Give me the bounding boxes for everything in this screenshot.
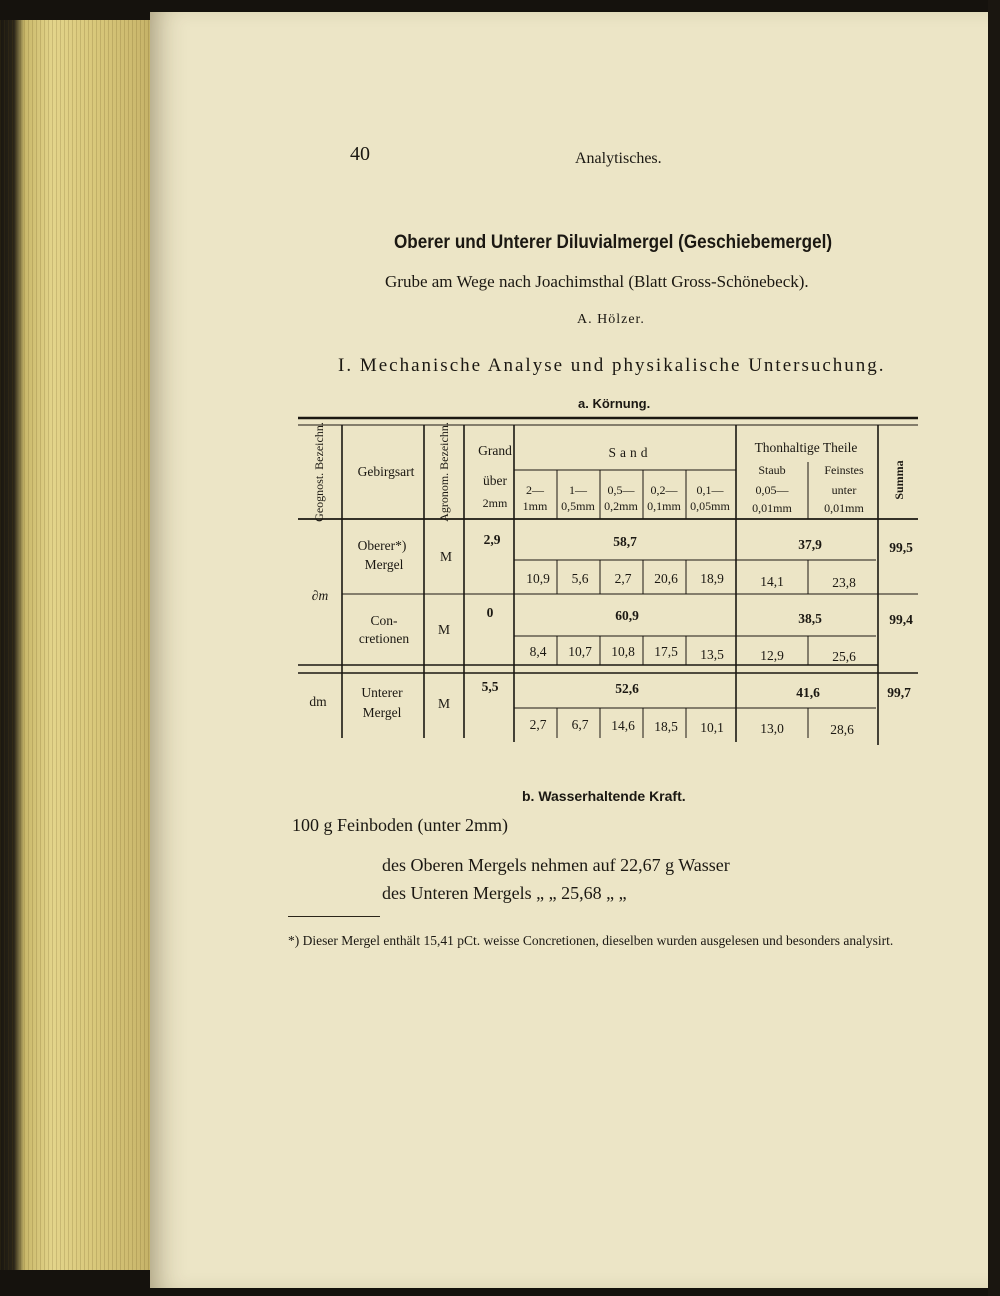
author: A. Hölzer. (577, 312, 645, 327)
row1-sand-4: 20,6 (654, 571, 678, 586)
header-sand-col-5a: 0,1— (696, 483, 724, 497)
row3-sand-3: 14,6 (611, 718, 635, 733)
row3-sand-total: 52,6 (615, 681, 639, 696)
row2-sand-total: 60,9 (615, 608, 639, 623)
row2-sand-3: 10,8 (611, 644, 635, 659)
header-sand-col-5b: 0,05mm (690, 499, 730, 513)
row2-feinstes: 25,6 (832, 649, 856, 664)
water-line-3: des Unteren Mergels „ „ 25,68 „ „ (382, 883, 627, 903)
row3-agronom: M (437, 696, 451, 711)
row1-sand-2: 5,6 (571, 571, 589, 586)
header-grand-3: 2mm (482, 496, 508, 510)
header-geognost: Geognost. Bezeichn. (312, 422, 326, 522)
row3-grand: 5,5 (481, 679, 499, 694)
subsection-a-heading: a. Körnung. (578, 396, 651, 411)
row3-sand-5: 10,1 (700, 720, 724, 735)
row3-gebirgsart-1: Unterer (361, 685, 403, 700)
header-grand-1: Grand (478, 443, 512, 458)
section-title: I. Mechanische Analyse und physikalische Untersuchung. (338, 355, 886, 376)
row2-sand-1: 8,4 (529, 644, 547, 659)
water-line-1: 100 g Feinboden (unter 2mm) (292, 815, 508, 835)
row1-sand-3: 2,7 (614, 571, 632, 586)
row3-summa: 99,7 (887, 685, 911, 700)
row3-sand-2: 6,7 (571, 717, 589, 732)
row3-feinstes: 28,6 (830, 722, 854, 737)
header-staub-3: 0,01mm (752, 501, 792, 515)
row3-gebirgsart-2: Mergel (362, 705, 402, 720)
row2-sand-2: 10,7 (568, 644, 592, 659)
header-thon: Thonhaltige Theile (754, 440, 858, 455)
running-head: Analytisches. (575, 150, 662, 167)
page-subtitle: Grube am Wege nach Joachimsthal (Blatt Gross-Schönebeck). (385, 272, 809, 291)
row2-staub: 12,9 (760, 648, 784, 663)
row1-staub: 14,1 (760, 574, 784, 589)
row1-sand-1: 10,9 (526, 571, 550, 586)
row1-gebirgsart-1: Oberer*) (357, 538, 407, 553)
page-title: Oberer und Unterer Diluvialmergel (Geschiebemergel) (394, 232, 833, 253)
row2-agronom: M (437, 622, 451, 637)
row3-sand-4: 18,5 (654, 719, 678, 734)
header-sand: Sand (608, 445, 652, 460)
row1-feinstes: 23,8 (832, 575, 856, 590)
header-staub-1: Staub (758, 463, 786, 477)
row1-sand-total: 58,7 (613, 534, 637, 549)
header-sand-col-1b: 1mm (522, 499, 548, 513)
header-feinstes-2: unter (831, 483, 857, 497)
row1-thon-total: 37,9 (798, 537, 822, 552)
footnote-rule (288, 916, 380, 917)
row1-geognost: ∂m (311, 588, 329, 603)
subsection-b-heading: b. Wasserhaltende Kraft. (522, 788, 686, 804)
header-sand-col-3a: 0,5— (607, 483, 635, 497)
header-summa: Summa (892, 460, 906, 500)
header-feinstes-1: Feinstes (824, 463, 864, 477)
row2-thon-total: 38,5 (798, 611, 822, 626)
row2-gebirgsart-1: Con- (370, 613, 398, 628)
row1-agronom: M (439, 549, 453, 564)
header-sand-col-2b: 0,5mm (561, 499, 595, 513)
header-grand-2: über (483, 473, 507, 488)
footnote: *) Dieser Mergel enthält 15,41 pCt. weisse Concretionen, dieselben wurden ausgelesen und besonders analysirt. (288, 933, 894, 948)
row1-gebirgsart-2: Mergel (364, 557, 404, 572)
row2-sand-5: 13,5 (700, 647, 724, 662)
row2-grand: 0 (486, 605, 494, 620)
row1-sand-5: 18,9 (700, 571, 724, 586)
row3-thon-total: 41,6 (796, 685, 820, 700)
header-sand-col-3b: 0,2mm (604, 499, 638, 513)
row3-geognost: dm (309, 694, 327, 709)
header-feinstes-3: 0,01mm (824, 501, 864, 515)
row1-summa: 99,5 (889, 540, 913, 555)
row3-sand-1: 2,7 (529, 717, 547, 732)
header-sand-col-4a: 0,2— (650, 483, 678, 497)
header-sand-col-1a: 2— (526, 483, 544, 497)
header-gebirgsart: Gebirgsart (357, 464, 415, 479)
row2-sand-4: 17,5 (654, 644, 678, 659)
row3-staub: 13,0 (760, 721, 784, 736)
water-line-2: des Oberen Mergels nehmen auf 22,67 g Wasser (382, 855, 730, 875)
header-agronom: Agronom. Bezeichn. (437, 422, 451, 522)
header-staub-2: 0,05— (755, 483, 789, 497)
row2-summa: 99,4 (889, 612, 913, 627)
row1-grand: 2,9 (483, 532, 501, 547)
row2-gebirgsart-2: cretionen (358, 631, 410, 646)
page-number: 40 (350, 143, 370, 165)
header-sand-col-4b: 0,1mm (647, 499, 681, 513)
header-sand-col-2a: 1— (569, 483, 587, 497)
